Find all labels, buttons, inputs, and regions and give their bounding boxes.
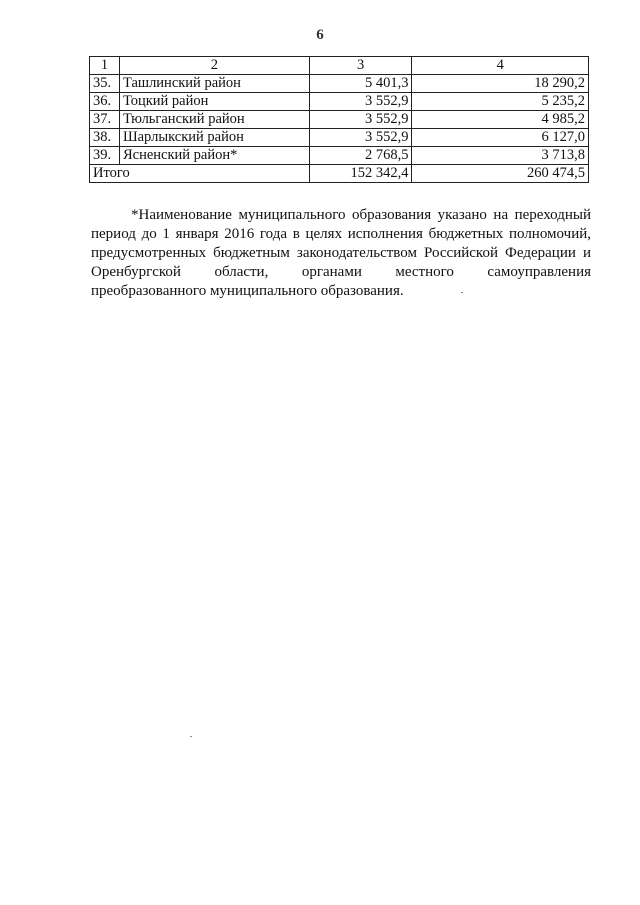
table-row [90,111,589,129]
value-col-3: 3 552,9 [309,111,412,129]
row-index: 39. [90,147,120,165]
row-index: 35. [90,75,120,93]
row-index: 36. [90,93,120,111]
scan-speck [190,736,192,737]
value-col-3: 5 401,3 [309,75,412,93]
district-name: Шарлыкский район [119,129,309,147]
district-name: Ташлинский район [119,75,309,93]
footnote-line: преобразованного муниципального образования. [91,283,404,299]
header-col-1: 1 [90,57,120,75]
total-col-4: 260 474,5 [412,165,589,183]
district-name: Тюльганский район [119,111,309,129]
footnote-line: предусмотренных бюджетным законодательством Российской Федерации и [91,245,591,261]
footnote-paragraph [91,206,591,301]
value-col-3: 2 768,5 [309,147,412,165]
table-row [90,75,589,93]
value-col-4: 18 290,2 [412,75,589,93]
table-header-row [90,57,589,75]
row-index: 38. [90,129,120,147]
footnote-line: *Наименование муниципального образования указано на переходный [131,207,591,223]
header-col-4: 4 [412,57,589,75]
footnote-line: период до 1 января 2016 года в целях исполнения бюджетных полномочий, [91,226,591,242]
budget-table [89,56,589,183]
value-col-3: 3 552,9 [309,129,412,147]
page-number: 6 [316,27,324,43]
total-col-3: 152 342,4 [309,165,412,183]
footnote-line: Оренбургской области, органами местного самоуправления [91,264,591,280]
value-col-4: 4 985,2 [412,111,589,129]
header-col-2: 2 [119,57,309,75]
value-col-4: 6 127,0 [412,129,589,147]
table-row [90,93,589,111]
district-name: Ясненский район* [119,147,309,165]
district-name: Тоцкий район [119,93,309,111]
row-index: 37. [90,111,120,129]
table-row [90,147,589,165]
total-label: Итого [90,165,310,183]
scan-speck [461,292,463,293]
table-row [90,129,589,147]
value-col-3: 3 552,9 [309,93,412,111]
value-col-4: 3 713,8 [412,147,589,165]
total-row [90,165,589,183]
header-col-3: 3 [309,57,412,75]
value-col-4: 5 235,2 [412,93,589,111]
